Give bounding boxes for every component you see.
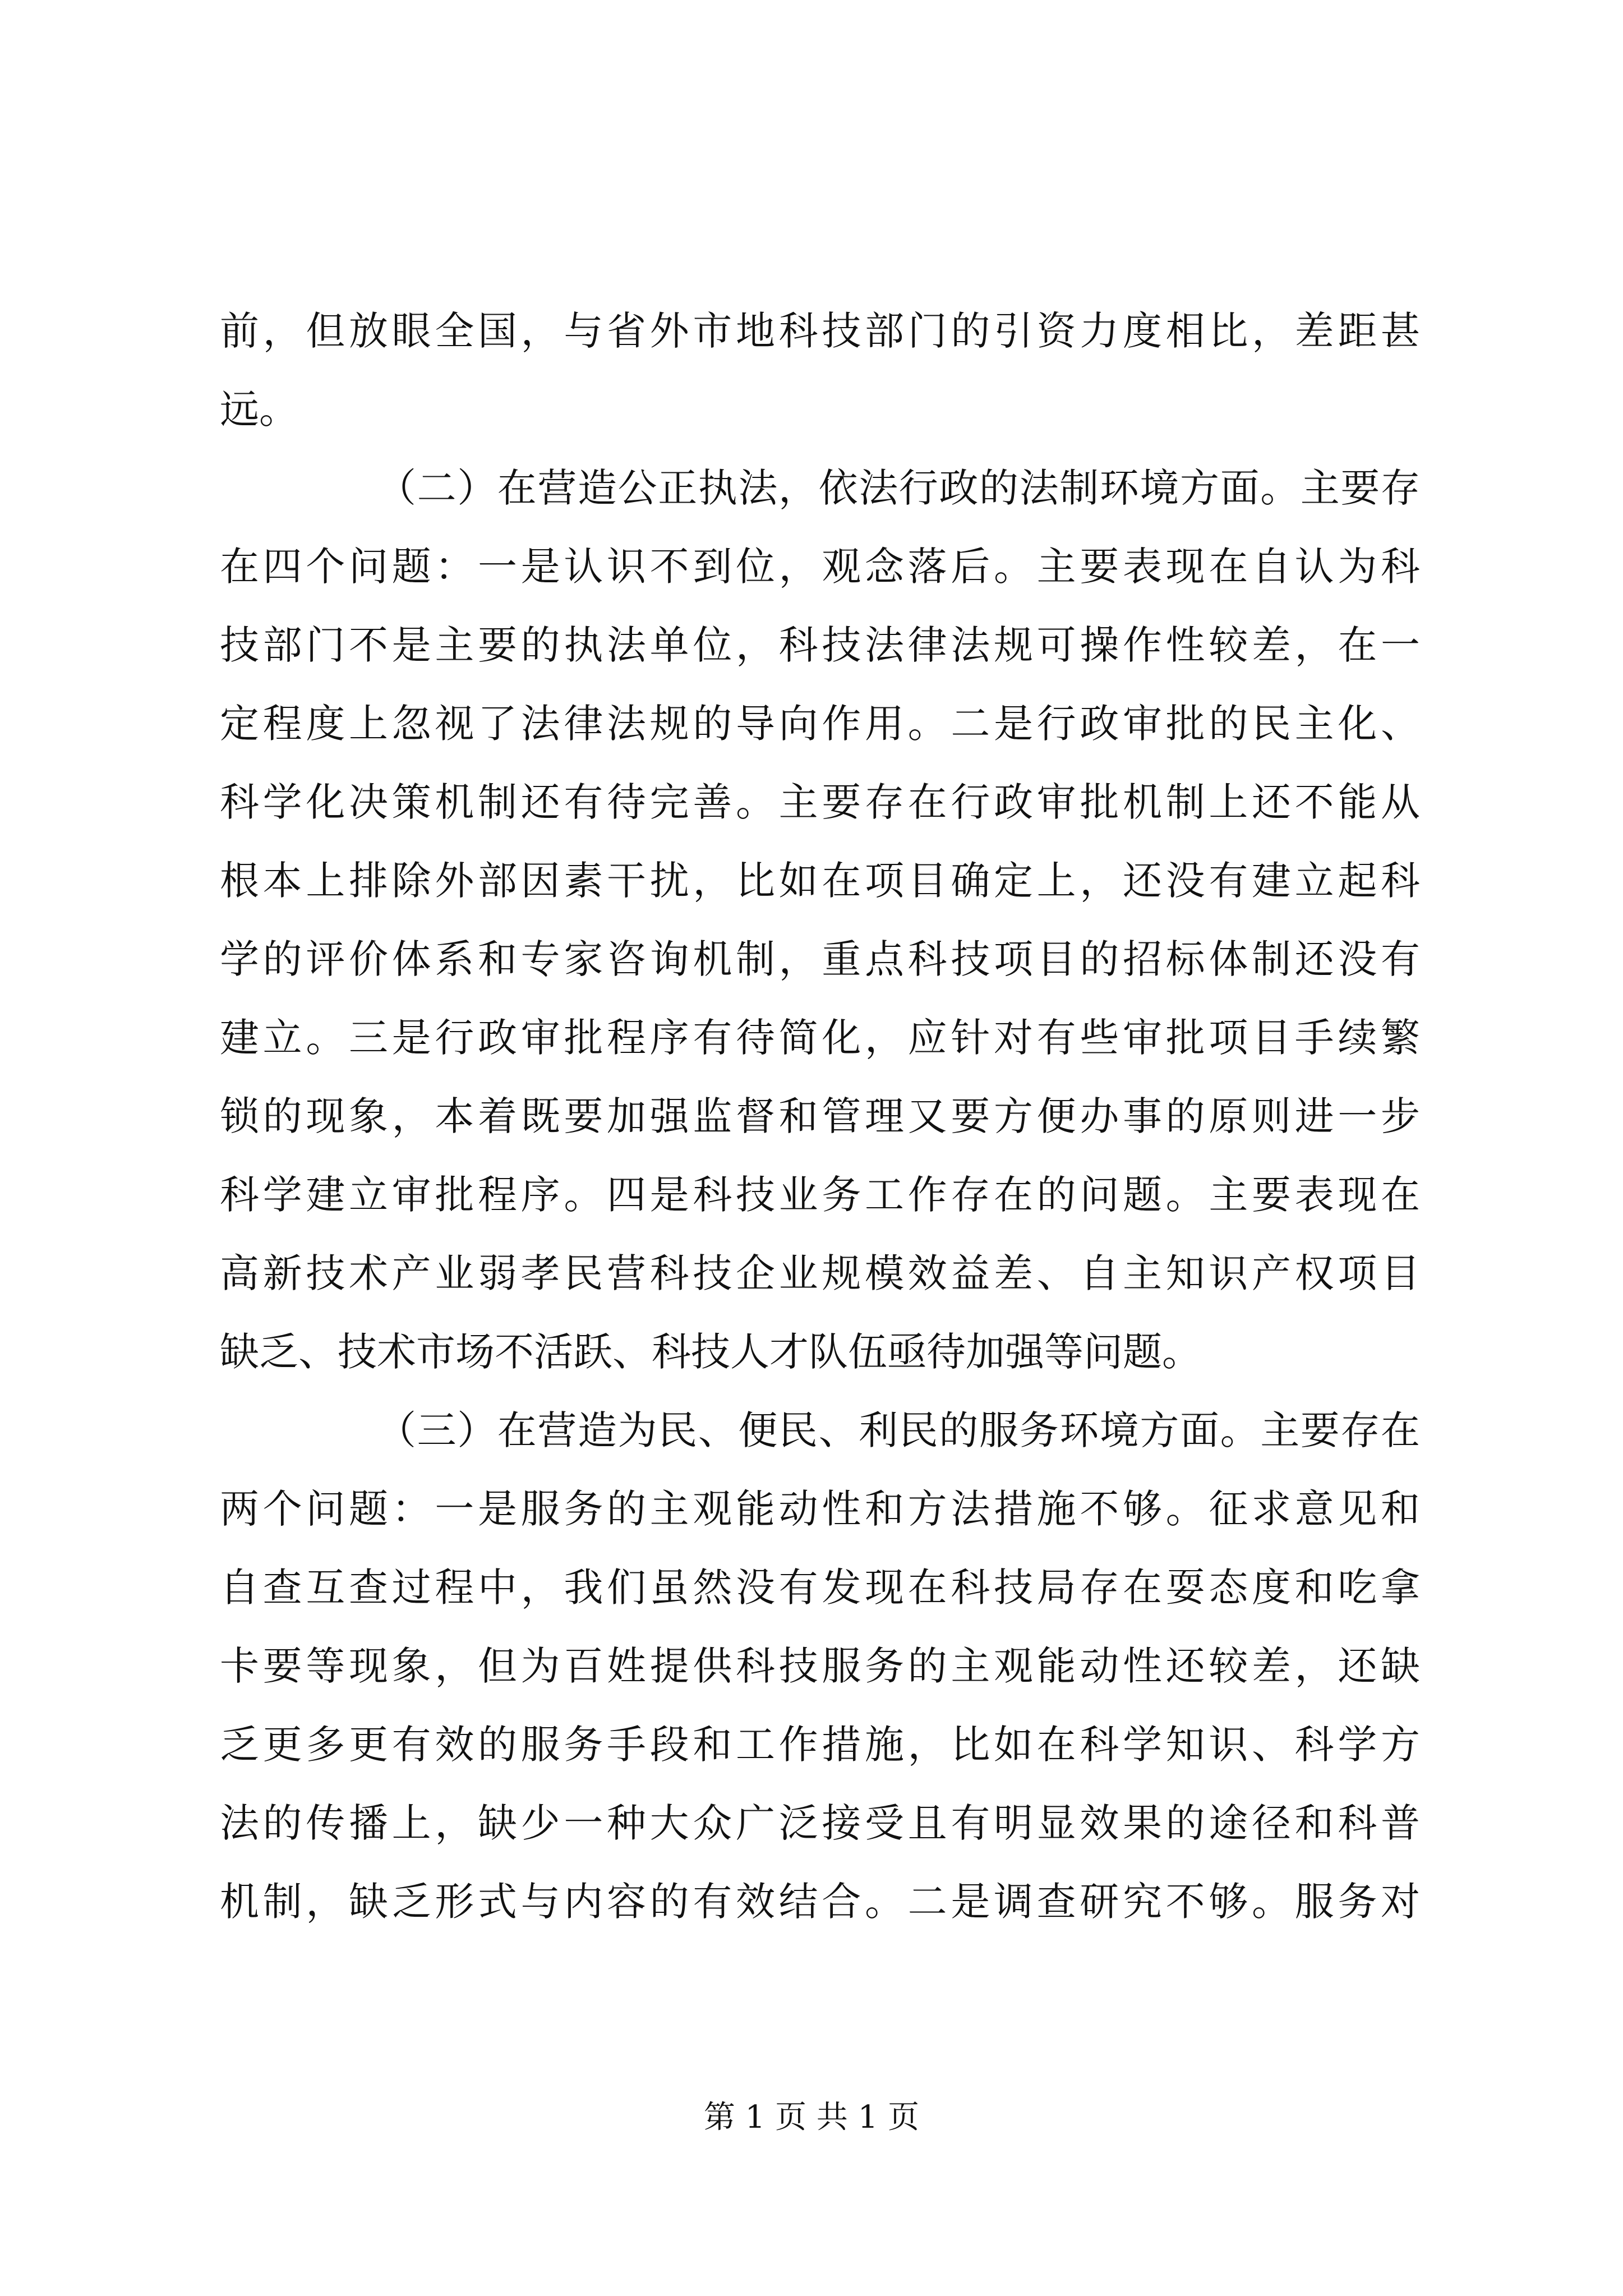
body-text (220, 292, 1420, 1941)
text-line: 定程度上忽视了法律法规的导向作用。二是行政审批的民主化、 (220, 701, 1420, 747)
text-line: 锁的现象，本着既要加强监督和管理又要方便办事的原则进一步 (220, 1093, 1420, 1139)
page-footer: 第 1 页 共 1 页 (703, 2099, 920, 2136)
text-line: 远。 (220, 386, 298, 432)
text-line: 乏更多更有效的服务手段和工作措施，比如在科学知识、科学方 (220, 1722, 1420, 1768)
text-line: 机制，缺乏形式与内容的有效结合。二是调查研究不够。服务对 (220, 1879, 1420, 1925)
text-line: 学的评价体系和专家咨询机制，重点科技项目的招标体制还没有 (220, 936, 1420, 982)
text-line: 法的传播上，缺少一种大众广泛接受且有明显效果的途径和科普 (220, 1800, 1420, 1846)
text-line: 建立。三是行政审批程序有待简化，应针对有些审批项目手续繁 (220, 1015, 1420, 1061)
text-line: 前，但放眼全国，与省外市地科技部门的引资力度相比，差距甚 (220, 308, 1420, 354)
text-line: 科学建立审批程序。四是科技业务工作存在的问题。主要表现在 (220, 1172, 1420, 1218)
text-line: 科学化决策机制还有待完善。主要存在行政审批机制上还不能从 (220, 779, 1420, 825)
text-line: 高新技术产业弱孝民营科技企业规模效益差、自主知识产权项目 (220, 1250, 1420, 1296)
text-line: 根本上排除外部因素干扰，比如在项目确定上，还没有建立起科 (220, 858, 1420, 904)
text-line: 两个问题：一是服务的主观能动性和方法措施不够。征求意见和 (220, 1486, 1420, 1532)
text-line: 技部门不是主要的执法单位，科技法律法规可操作性较差，在一 (220, 622, 1420, 668)
text-line: 自查互查过程中，我们虽然没有发现在科技局存在耍态度和吃拿 (220, 1565, 1420, 1611)
text-line: 在四个问题：一是认识不到位，观念落后。主要表现在自认为科 (220, 544, 1420, 590)
text-line: 缺乏、技术市场不活跃、科技人才队伍亟待加强等问题。 (220, 1329, 1201, 1375)
paragraph-start-line: （二）在营造公正执法，依法行政的法制环境方面。主要存 (377, 465, 1420, 511)
text-line: 卡要等现象，但为百姓提供科技服务的主观能动性还较差，还缺 (220, 1643, 1420, 1689)
paragraph-start-line: （三）在营造为民、便民、利民的服务环境方面。主要存在 (377, 1407, 1420, 1453)
